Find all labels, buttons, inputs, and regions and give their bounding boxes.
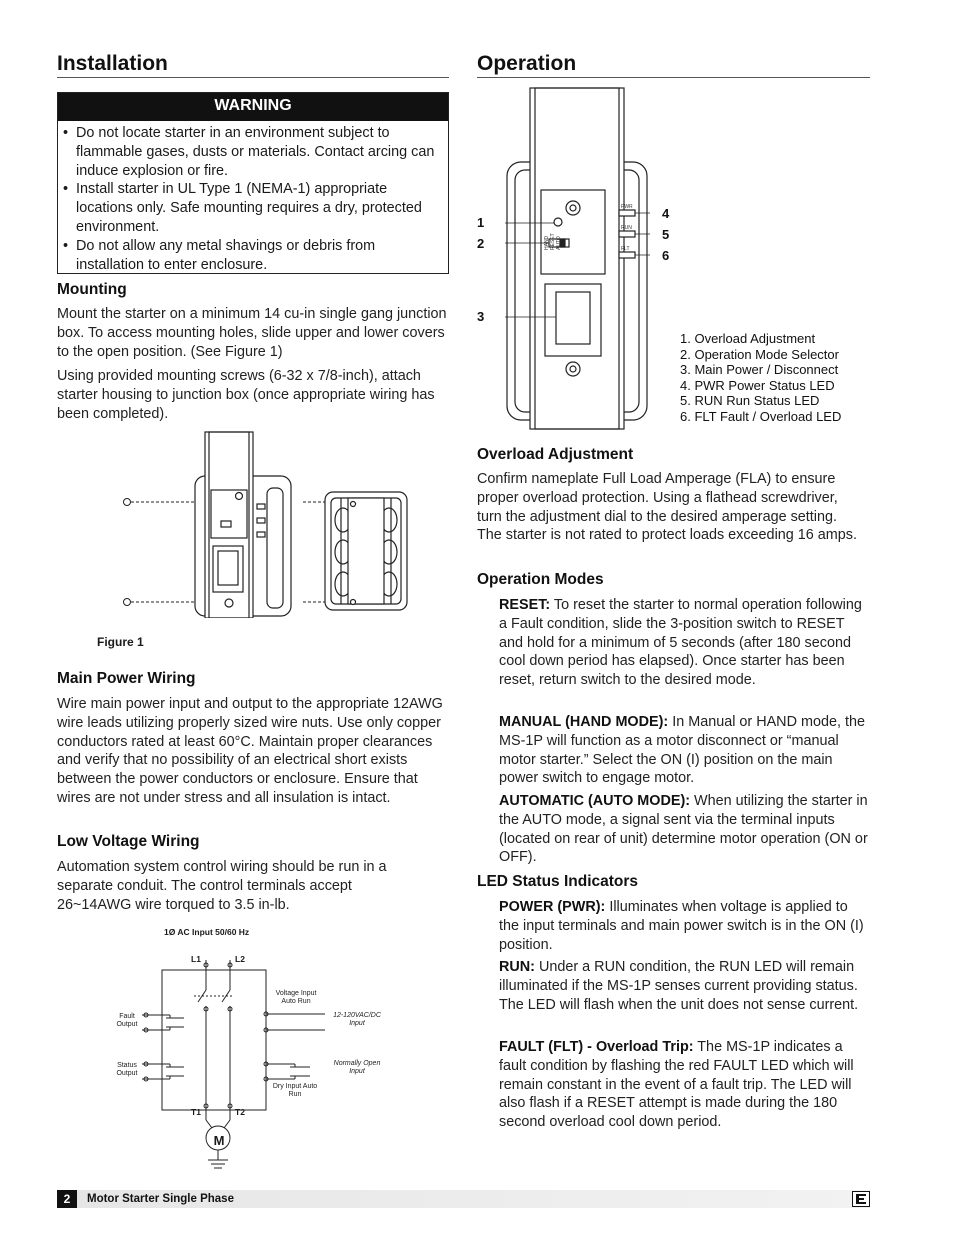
operation-title: Operation: [477, 52, 577, 75]
callout-5: 5: [662, 227, 670, 242]
overload-heading: Overload Adjustment: [477, 446, 634, 463]
led-power-text: Illuminates when voltage is applied to the input terminals and main power switch is in the ON (I) position.: [499, 899, 864, 953]
operation-device-drawing: [505, 86, 650, 431]
page-number: 2: [57, 1190, 77, 1208]
normally-open-label: Normally Open Input: [333, 1060, 381, 1075]
led-fault-text: The MS-1P indicates a fault condition by flashing the red FAULT LED which will remain constant in the event of a fault trip. The LED will also flash if a RESET attempt is made during the 180 second overload cool down period.: [499, 1039, 854, 1131]
led-run-paragraph: [499, 958, 871, 1014]
brand-logo-icon: [852, 1191, 870, 1207]
callout-2: 2: [477, 236, 485, 251]
warning-item: • Install starter in UL Type 1 (NEMA-1) appropriate locations only. Safe mounting requires a dry, protected environment.: [63, 180, 438, 236]
wiring-label-l1: L1: [191, 954, 201, 964]
footer-title: Motor Starter Single Phase: [87, 1193, 234, 1205]
figure-legend: [680, 331, 841, 425]
wiring-label-t2: T2: [235, 1107, 245, 1117]
mode-reset-paragraph: [499, 596, 869, 690]
mode-reset-label: RESET:: [499, 597, 551, 613]
warning-list: [58, 121, 448, 274]
led-pwr-label: PWR: [621, 204, 633, 210]
mounting-paragraph-1: Mount the starter on a minimum 14 cu-in single gang junction box. To access mounting holes, slide upper and lower covers to the open position. (See Figure 1): [57, 306, 447, 360]
ac-dc-input-label: 12-120VAC/DC Input: [333, 1012, 381, 1027]
warning-header: WARNING: [58, 93, 448, 121]
led-run-label-text: RUN:: [499, 959, 535, 975]
callout-3: 3: [477, 309, 485, 324]
legend-item: 2. Operation Mode Selector: [680, 346, 839, 362]
mode-auto-label: AUTOMATIC (AUTO MODE):: [499, 793, 691, 809]
legend-item: 4. PWR Power Status LED: [680, 377, 835, 393]
legend-item: 6. FLT Fault / Overload LED: [680, 408, 842, 424]
wiring-label-l2: L2: [235, 954, 245, 964]
operation-modes-heading: Operation Modes: [477, 571, 604, 588]
callout-1: 1: [477, 215, 485, 230]
figure-1-caption: Figure 1: [97, 635, 144, 649]
legend-item: 5. RUN Run Status LED: [680, 393, 820, 409]
mode-manual-label: MANUAL (HAND MODE):: [499, 714, 669, 730]
led-run-label: RUN: [621, 225, 632, 231]
mode-auto-text: When utilizing the starter in the AUTO mode, a signal sent via the terminal inputs (located on rear of unit) determine motor operation (ON or OFF).: [499, 793, 868, 866]
led-power-paragraph: [499, 898, 869, 954]
operation-title-rule: [477, 77, 870, 78]
wiring-diagram-title: 1Ø AC Input 50/60 Hz: [164, 927, 250, 937]
low-voltage-heading: Low Voltage Wiring: [57, 833, 200, 850]
fault-output-label: Fault Output: [116, 1013, 138, 1028]
installation-title: Installation: [57, 52, 168, 75]
voltage-input-label: Voltage Input Auto Run: [275, 990, 317, 1005]
led-run-text: Under a RUN condition, the RUN LED will remain illuminated if the MS-1P senses current providing status. The LED will flash when the unit does not sense current.: [499, 959, 859, 1013]
mounting-paragraph-2: Using provided mounting screws (6-32 x 7/8-inch), attach starter housing to junction box (once appropriate wiring has been completed).: [57, 368, 435, 422]
legend-item: 1. Overload Adjustment: [680, 331, 816, 346]
warning-item: • Do not locate starter in an environment subject to flammable gases, dusts or materials. Contact arcing can induce explosion or fire.: [63, 124, 438, 180]
mode-switch-labels: HAND RESET AUTO: [544, 233, 562, 250]
led-fault-paragraph: [499, 1038, 871, 1132]
status-output-label: Status Output: [116, 1062, 138, 1077]
led-status-heading: LED Status Indicators: [477, 873, 639, 890]
led-flt-label: FLT: [621, 246, 630, 252]
mode-auto-paragraph: [499, 792, 871, 867]
mode-manual-paragraph: [499, 713, 874, 788]
figure-1-mounting-drawing: [115, 428, 415, 618]
led-fault-label: FAULT (FLT) - Overload Trip:: [499, 1039, 694, 1055]
main-power-paragraph: Wire main power input and output to the appropriate 12AWG wire leads utilizing properly sized wire nuts. Use only copper conductors rated at least 60°C. Maintain proper clearances and verify that no possibility of an electrical short exists between the power conductors or enclosure. Ensure that wires are not under stress and all insulation is intact.: [57, 696, 443, 806]
main-power-heading: Main Power Wiring: [57, 670, 196, 687]
warning-item: • Do not allow any metal shavings or debris from installation to enter enclosure.: [63, 237, 438, 275]
wiring-label-t1: T1: [191, 1107, 201, 1117]
overload-paragraph: Confirm nameplate Full Load Amperage (FLA) to ensure proper overload protection. Using a flathead screwdriver, turn the adjustment dial to the desired amperage setting. The starter is not rated to protect loads exceeding 16 amps.: [477, 471, 857, 544]
installation-title-rule: [57, 77, 449, 78]
low-voltage-paragraph: Automation system control wiring should be run in a separate conduit. The control terminals accept 26~14AWG wire torqued to 3.5 in-lb.: [57, 859, 387, 913]
callout-4: 4: [662, 206, 670, 221]
legend-item: 3. Main Power / Disconnect: [680, 362, 839, 378]
mode-manual-text: In Manual or HAND mode, the MS-1P will function as a motor disconnect or “manual motor starter.” Select the ON (I) position on the main power switch to engage motor.: [499, 714, 865, 787]
mode-reset-text: To reset the starter to normal operation following a Fault condition, slide the 3-position switch to RESET and hold for a minimum of 5 seconds (after 180 second cool down period has elapsed). Once starter has been reset, return switch to the desired mode.: [499, 597, 862, 689]
dry-input-label: Dry Input Auto Run: [272, 1083, 318, 1098]
mounting-heading: Mounting: [57, 281, 127, 298]
warning-box: [57, 92, 449, 274]
callout-6: 6: [662, 248, 670, 263]
motor-symbol-label: M: [213, 1133, 225, 1148]
led-power-label: POWER (PWR):: [499, 899, 606, 915]
